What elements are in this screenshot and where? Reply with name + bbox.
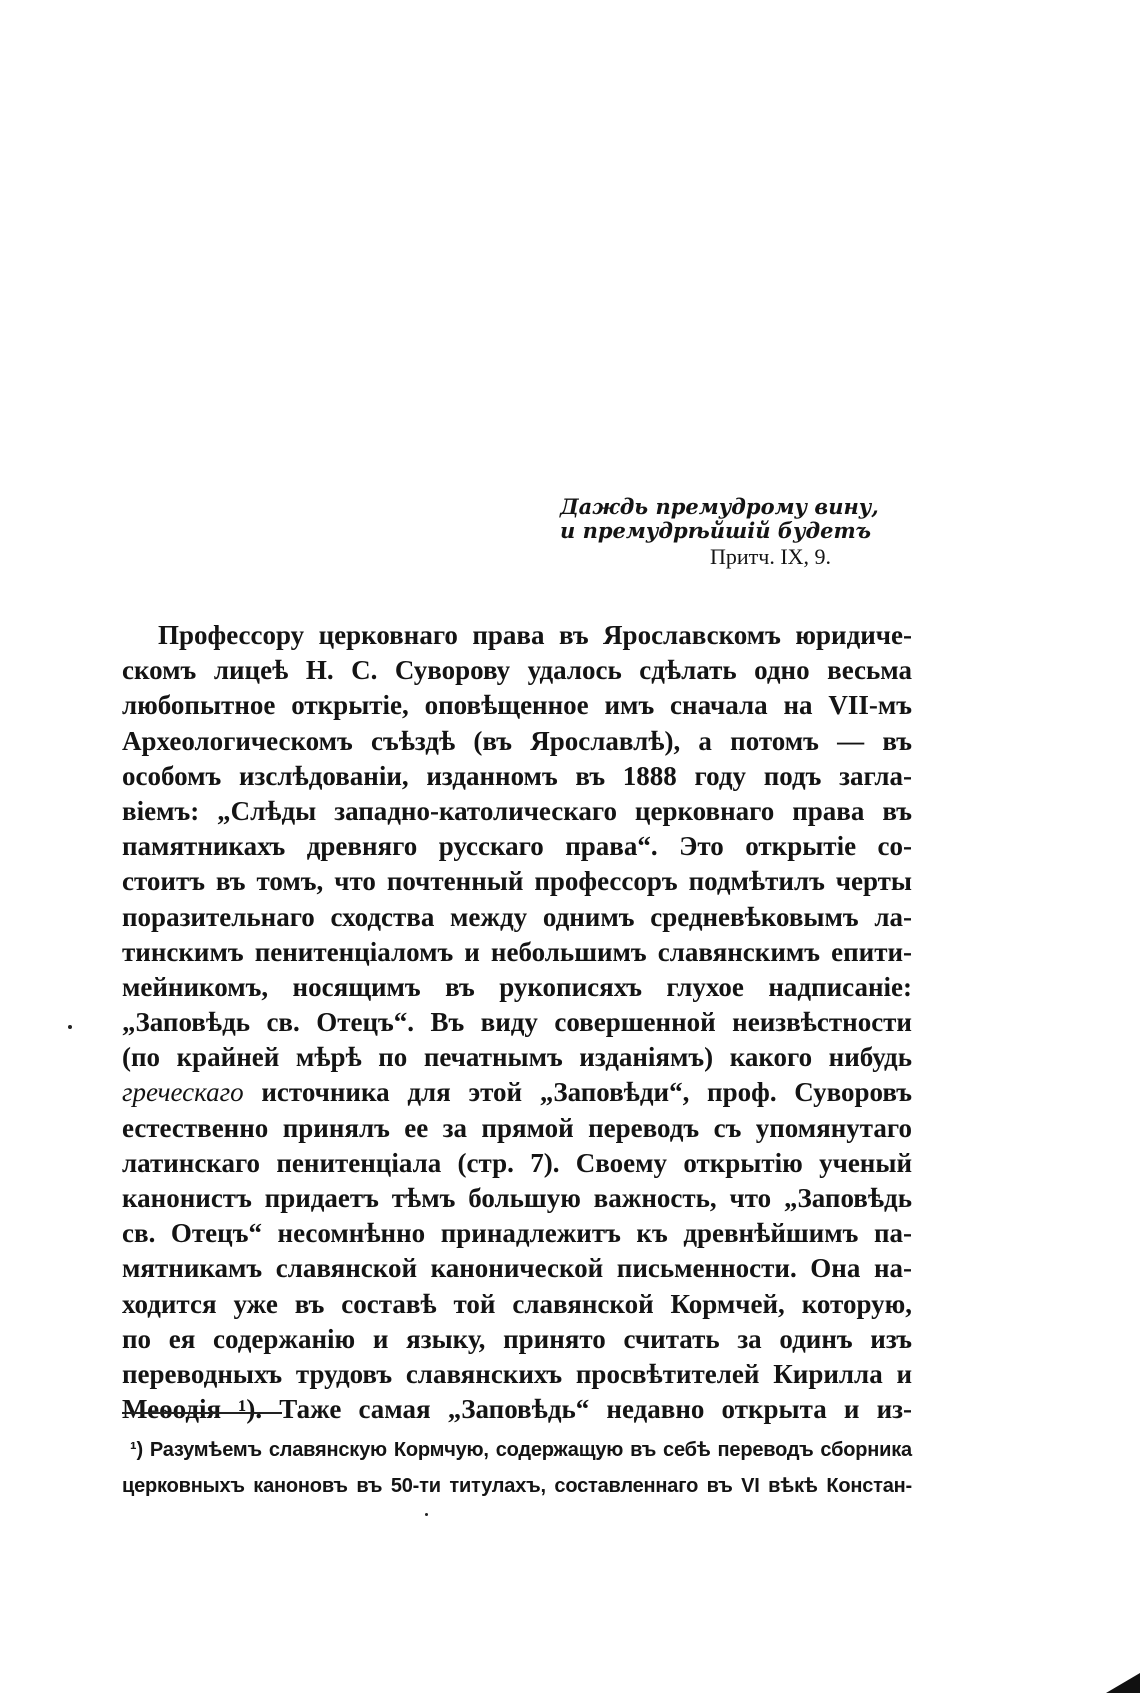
body-line: стоитъ въ томъ, что почтенный профессоръ подмѣтилъ черты [122,866,912,897]
body-line: (по крайней мѣрѣ по печатнымъ изданіямъ) какого нибудь [122,1042,912,1073]
body-line: памятникахъ древняго русскаго права“. Это открытіе со- [122,831,912,862]
body-line: канонистъ придаетъ тѣмъ большую важность, что „Заповѣдь [122,1183,912,1213]
footnote [122,1432,912,1504]
footnote-line-1: ¹) Разумѣемъ славянскую Кормчую, содержащую въ себѣ переводъ сборника [130,1439,912,1461]
italic-word: греческаго [122,1077,244,1108]
body-line: „Заповѣдь св. Отецъ“. Въ виду совершенной неизвѣстности [122,1007,912,1038]
body-line: св. Отецъ“ несомнѣнно принадлежитъ къ древнѣйшимъ па- [122,1218,912,1249]
body-line: віемъ: „Слѣды западно-католическаго церковнаго права въ [122,795,912,826]
body-line: мейникомъ, носящимъ въ рукописяхъ глухое надписаніе: [122,971,912,1002]
body-paragraph [122,618,912,1427]
body-line: Археологическомъ съѣздѣ (въ Ярославлѣ), а потомъ — въ [122,725,912,756]
epigraph-reference: Притч. IX, 9. [710,544,832,569]
footnote-line-2: церковныхъ каноновъ въ 50-ти титулахъ, составленнаго въ VI вѣкѣ Констан- [122,1475,912,1497]
body-line: по ея содержанію и языку, принято считать за одинъ изъ [122,1323,912,1354]
body-line: особомъ изслѣдованіи, изданномъ въ 1888 году подъ загла- [122,760,912,791]
body-line: ходится уже въ составѣ той славянской Кормчей, которую, [122,1288,912,1319]
body-line-with-italic [122,1075,912,1110]
body-line: латинскаго пенитенціала (стр. 7). Своему открытію ученый [122,1147,912,1178]
body-line-rest: источника для этой „Заповѣди“, проф. Суворовъ [261,1077,912,1108]
body-line: тинскимъ пенитенціаломъ и небольшимъ славянскимъ епити- [122,936,912,967]
body-line: мятникамъ славянской канонической письменности. Она на- [122,1253,912,1284]
body-line: Меѳодія ¹). Таже самая „Заповѣдь“ недавно открыта и из- [122,1394,912,1425]
body-line: любопытное открытіе, оповѣщенное имъ сначала на VII-мъ [122,690,912,721]
epigraph [560,495,880,571]
body-line: естественно принялъ ее за прямой переводъ съ упомянутаго [122,1112,912,1143]
page-corner-mark [1106,1673,1140,1693]
body-line: Профессору церковнаго права въ Ярославскомъ юридиче- [158,620,912,650]
footnote-divider [122,1412,282,1414]
epigraph-line-2: и премудрѣйшій будетъ [560,518,871,543]
ink-speck [68,1025,72,1029]
ink-speck [425,1513,428,1516]
epigraph-line-1: Даждь премудрому вину, [560,494,879,519]
body-line: поразительнаго сходства между однимъ средневѣковымъ ла- [122,901,912,932]
body-line: переводныхъ трудовъ славянскихъ просвѣтителей Кирилла и [122,1358,912,1389]
body-line: скомъ лицеѣ Н. С. Суворову удалось сдѣлать одно весьма [122,655,912,686]
